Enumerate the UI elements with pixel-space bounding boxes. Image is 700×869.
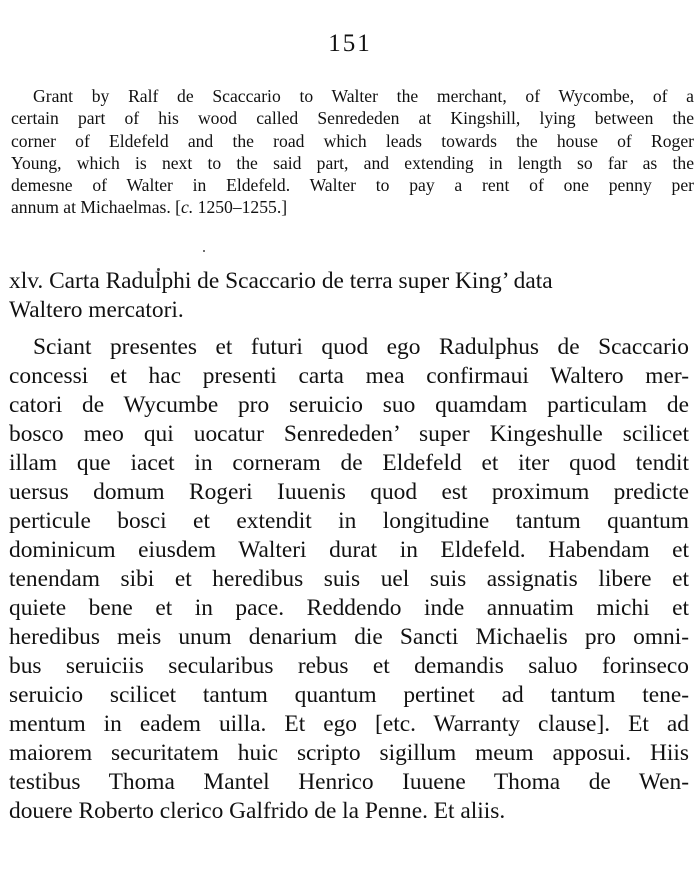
summary-line: Young, which is next to the said part, and extending in length so far as the bbox=[11, 152, 694, 173]
body-line: seruicio scilicet tantum quantum pertinet ad tantum tene- bbox=[9, 682, 689, 708]
heading-line: xlv. Carta Radulphi de Scaccario de terra super King’ data bbox=[9, 268, 553, 294]
heading-line: Waltero mercatori. bbox=[9, 297, 184, 323]
page-number: 151 bbox=[328, 30, 372, 57]
charter-heading bbox=[9, 267, 689, 325]
body-line: dominicum eiusdem Walteri durat in Eldefeld. Habendam et bbox=[9, 537, 689, 563]
date-range: 1250–1255.] bbox=[193, 197, 288, 218]
body-line: uersus domum Rogeri Iuuenis quod est proximum predicte bbox=[9, 479, 689, 505]
circa-abbreviation: c. bbox=[181, 197, 194, 218]
body-line: mentum in eadem uilla. Et ego [etc. Warranty clause]. Et ad bbox=[9, 711, 689, 737]
body-line: bus seruiciis secularibus rebus et demandis saluo forinseco bbox=[9, 653, 689, 679]
charter-body bbox=[9, 333, 689, 826]
body-line: concessi et hac presenti carta mea confirmaui Waltero mer- bbox=[9, 363, 689, 389]
body-line: maiorem securitatem huic scripto sigillum meum apposui. Hiis bbox=[9, 740, 689, 766]
body-line: heredibus meis unum denarium die Sancti Michaelis pro omni- bbox=[9, 624, 689, 650]
body-line: perticule bosci et extendit in longitudine tantum quantum bbox=[9, 508, 689, 534]
body-line: catori de Wycumbe pro seruicio suo quamdam particulam de bbox=[9, 392, 689, 418]
summary-last-line bbox=[11, 196, 694, 218]
summary-line: Grant by Ralf de Scaccario to Walter the merchant, of Wycombe, of a bbox=[33, 86, 694, 106]
body-line: Sciant presentes et futuri quod ego Radulphus de Scaccario bbox=[33, 334, 689, 360]
body-line: tenendam sibi et heredibus suis uel suis assignatis libere et bbox=[9, 566, 689, 592]
summary-line: certain part of his wood called Senrededen at Kingshill, lying between the bbox=[11, 108, 694, 129]
body-line: quiete bene et in pace. Reddendo inde annuatim michi et bbox=[9, 595, 689, 621]
body-line: illam que iacet in corneram de Eldefeld et iter quod tendit bbox=[9, 450, 689, 476]
document-summary bbox=[11, 85, 694, 219]
body-line: douere Roberto clerico Galfrido de la Penne. Et aliis. bbox=[9, 798, 506, 824]
summary-line: demesne of Walter in Eldefeld. Walter to pay a rent of one penny per bbox=[11, 175, 694, 196]
summary-line: corner of Eldefeld and the road which leads towards the house of Roger bbox=[11, 130, 694, 151]
body-line: testibus Thoma Mantel Henrico Iuuene Thoma de Wen- bbox=[9, 769, 689, 795]
summary-text: annum at Michaelmas. [ bbox=[11, 197, 182, 218]
stray-print-mark bbox=[203, 250, 205, 252]
body-line: bosco meo qui uocatur Senrededen’ super Kingeshulle scilicet bbox=[9, 421, 689, 447]
